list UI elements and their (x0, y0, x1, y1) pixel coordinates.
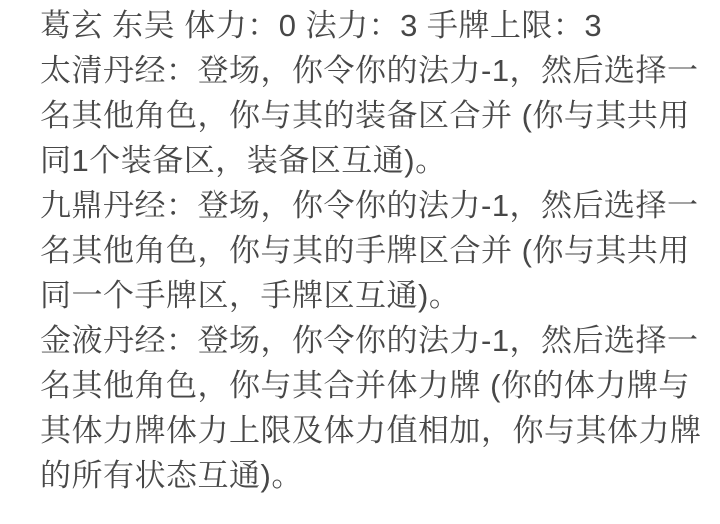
ability-taiqing-line-2: 名其他角色，你与其的装备区合并 (你与其共用 (40, 98, 690, 133)
character-header-line: 葛玄 东吴 体力：0 法力：3 手牌上限：3 (40, 8, 603, 43)
ability-jiuding-line-1: 九鼎丹经：登场，你令你的法力-1，然后选择一 (40, 188, 699, 223)
ability-jinye-line-3: 其体力牌体力上限及体力值相加，你与其体力牌 (40, 413, 702, 448)
ability-taiqing-line-3: 同1个装备区，装备区互通)。 (40, 143, 447, 178)
ability-jinye-line-1: 金液丹经：登场，你令你的法力-1，然后选择一 (40, 323, 699, 358)
ability-jinye-line-4: 的所有状态互通)。 (40, 458, 303, 493)
ability-taiqing-line-1: 太清丹经：登场，你令你的法力-1，然后选择一 (40, 53, 699, 88)
ability-jiuding-line-3: 同一个手牌区，手牌区互通)。 (40, 278, 461, 313)
ability-jiuding-line-2: 名其他角色，你与其的手牌区合并 (你与其共用 (40, 233, 690, 268)
ability-jinye-line-2: 名其他角色，你与其合并体力牌 (你的体力牌与 (40, 368, 690, 403)
